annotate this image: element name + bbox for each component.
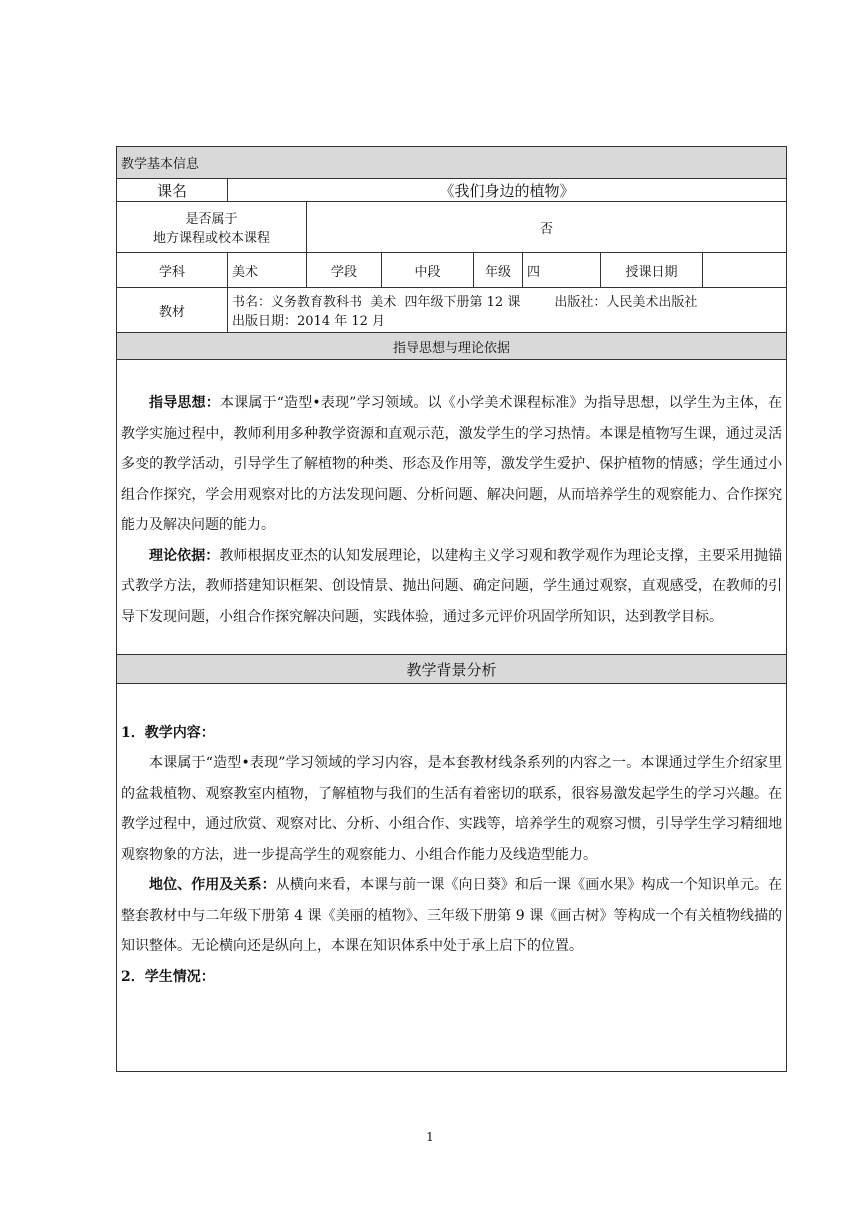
material-date: 出版日期：2014 年 12 月 [232, 314, 386, 329]
material-value [228, 288, 787, 333]
subject-value: 美术 [228, 253, 307, 288]
content-paragraph: 本课属于“造型•表现”学习领域的学习内容，是本套教材线条系列的内容之一。本课通过学生介绍家里的盆栽植物、观察教室内植物，了解植物与我们的生活有着密切的联系，很容易激发起学生的学习兴趣。在教学过程中，通过欣赏、观察对比、分析、小组合作、实践等，培养学生的观察习惯，引导学生学习精细地观察物象的方法，进一步提高学生的观察能力、小组合作能力及线造型能力。 [121, 755, 783, 863]
lesson-plan-document [116, 146, 786, 1072]
material-publisher: 出版社：人民美术出版社 [554, 295, 698, 310]
lesson-plan-table [116, 146, 787, 1072]
guidance-label: 指导思想： [149, 395, 220, 411]
material-label: 教材 [117, 288, 228, 333]
theory-text: 教师根据皮亚杰的认知发展理论，以建构主义学习观和教学观作为理论支撑，主要采用抛锚式教学方法，教师搭建知识框架、创设情景、抛出问题、确定问题，学生通过观察，直观感受，在教师的引导下发现问题，小组合作探究解决问题，实践体验，通过多元评价巩固学所知识，达到教学目标。 [121, 547, 783, 625]
local-course-label [117, 202, 307, 253]
theory-paragraph [121, 541, 782, 633]
material-book: 书名：义务教育教科书 美术 四年级下册第 12 课 [232, 295, 521, 310]
stage-value: 中段 [382, 253, 474, 288]
theory-label: 理论依据： [149, 547, 220, 564]
guidance-header: 指导思想与理论依据 [117, 333, 787, 360]
guidance-paragraph-1 [121, 388, 782, 541]
stage-label: 学段 [307, 253, 382, 288]
position-text: 从横向来看，本课与前一课《向日葵》和后一课《画水果》构成一个知识单元。在整套教材中与二年级下册第 4 课《美丽的植物》、三年级下册第 9 课《画古树》等构成一个有关植物线描的知识整体。无论横向还是纵向上，本课在知识体系中处于承上启下的位置。 [121, 877, 783, 954]
local-course-value: 否 [307, 202, 787, 253]
course-name-label: 课名 [117, 179, 228, 202]
background-body [117, 684, 787, 1072]
grade-label: 年级 [474, 253, 523, 288]
date-label: 授课日期 [601, 253, 703, 288]
course-name-value: 《我们身边的植物》 [228, 179, 787, 202]
guidance-text: 本课属于“造型•表现”学习领域。以《小学美术课程标准》为指导思想，以学生为主体，在教学实施过程中，教师利用多种教学资源和直观示范，激发学生的学习热情。本课是植物写生课，通过灵活多变的教学活动，引导学生了解植物的种类、形态及作用等，激发学生爱护、保护植物的情感；学生通过小组合作探究，学会用观察对比的方法发现问题、分析问题、解决问题，从而培养学生的观察能力、合作探究能力及解决问题的能力。 [121, 395, 783, 533]
content-section-title: 1．教学内容： [121, 725, 215, 741]
grade-value: 四 [523, 253, 601, 288]
local-course-label-line1: 是否属于 [185, 212, 238, 227]
date-value [703, 253, 787, 288]
students-section-title: 2．学生情况： [121, 968, 215, 985]
basic-info-header: 教学基本信息 [117, 147, 787, 179]
page-number: 1 [426, 1130, 434, 1144]
guidance-body [117, 360, 787, 655]
local-course-label-line2: 地方课程或校本课程 [152, 231, 270, 246]
subject-label: 学科 [117, 253, 228, 288]
background-header: 教学背景分析 [117, 655, 787, 684]
position-paragraph [121, 870, 782, 962]
position-label: 地位、作用及关系： [149, 877, 276, 893]
